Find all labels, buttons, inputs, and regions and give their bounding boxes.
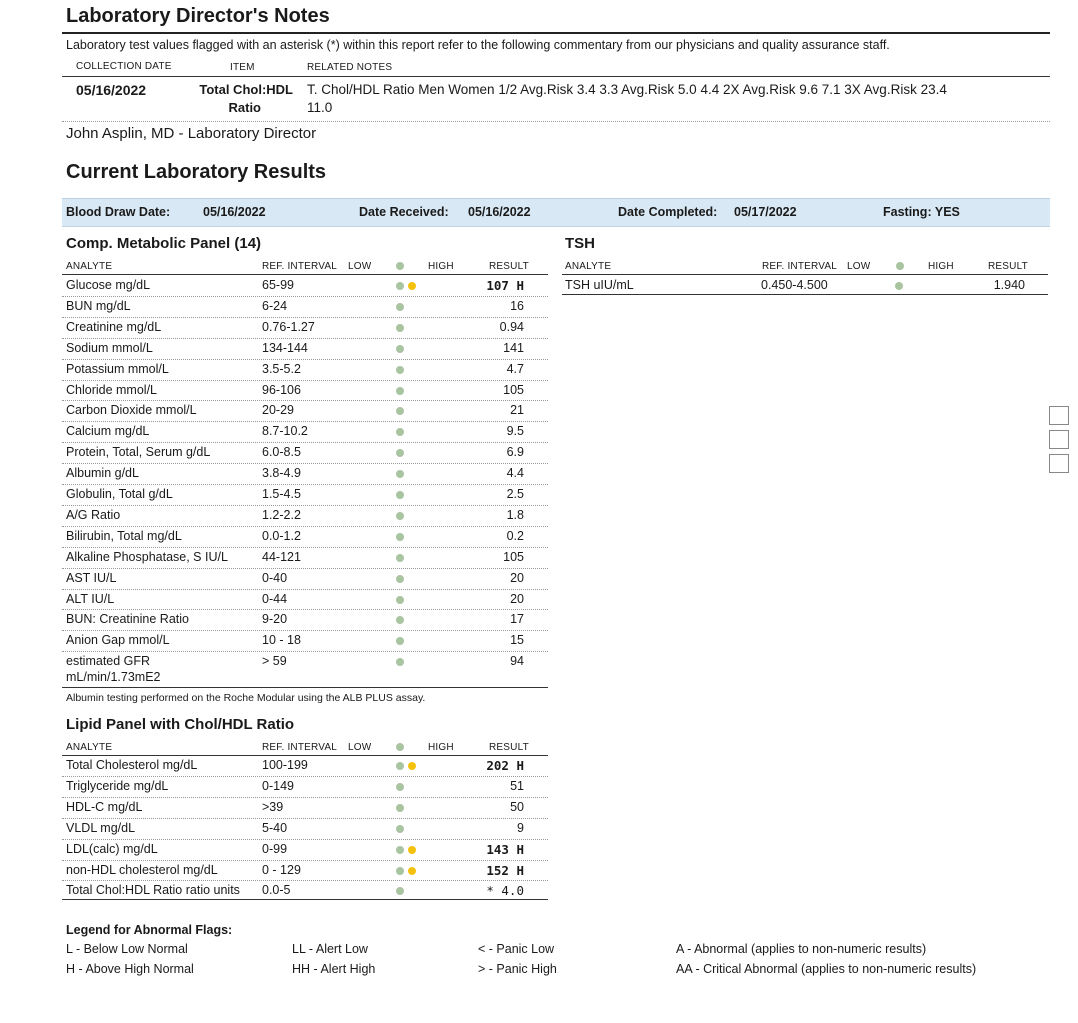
result-value: 16 [510,298,524,313]
col-ref-interval: REF. INTERVAL [262,261,338,272]
analyte-name: Albumin g/dL [66,466,139,481]
reference-interval: 1.5-4.5 [262,487,301,501]
reference-interval: 3.5-5.2 [262,361,301,376]
divider [562,274,1048,275]
col-result: RESULT [489,261,529,272]
normal-dot-icon [396,867,404,875]
col-low: LOW [348,742,372,753]
row-divider [62,589,548,590]
legend-title: Legend for Abnormal Flags: [66,923,233,937]
col-low: LOW [348,261,372,272]
result-value: 20 [510,591,524,606]
reference-interval: 20-29 [262,403,294,418]
analyte-name: BUN: Creatinine Ratio [66,612,189,627]
notes-intro: Laboratory test values flagged with an asterisk (*) within this report refer to the following commentary from our physicians and quality assurance staff. [66,38,890,52]
analyte-name: Globulin, Total g/dL [66,487,173,501]
row-divider [62,776,548,777]
reference-interval: 0.450-4.500 [761,278,828,292]
col-ref-interval: REF. INTERVAL [762,261,838,272]
col-analyte: ANALYTE [565,261,612,272]
reference-interval: 100-199 [262,758,308,772]
fasting-status: Fasting: YES [883,205,960,219]
note-item: Total Chol:HDL [199,82,293,97]
divider [62,32,1050,34]
analyte-name: ALT IU/L [66,591,115,606]
normal-dot-icon [396,554,404,562]
reference-interval: 0-40 [262,570,288,585]
analyte-name: non-HDL cholesterol mg/dL [66,862,218,877]
row-divider [62,484,548,485]
legend-panic-low: < - Panic Low [478,942,555,956]
reference-interval: 5-40 [262,820,288,835]
received-date-value: 05/16/2022 [468,205,531,219]
legend-alert-high: HH - Alert High [292,962,376,976]
row-divider [62,338,548,339]
col-low: LOW [847,261,871,272]
result-value: 20 [510,570,524,585]
reference-interval: > 59 [262,654,287,669]
result-value: 107 H [486,278,524,293]
row-divider [62,797,548,798]
reference-interval: 0 - 129 [262,862,301,877]
normal-dot-icon [396,491,404,499]
divider [62,121,1050,122]
row-divider [62,880,548,881]
analyte-name: Creatinine mg/dL [66,319,162,334]
row-divider [62,568,548,569]
note-item-line2: Ratio [228,100,261,115]
analyte-name: AST IU/L [66,570,117,585]
result-value: 21 [510,403,524,418]
row-divider [62,359,548,360]
result-value: 143 H [486,841,524,857]
row-divider [62,818,548,819]
analyte-name: estimated GFR [66,654,151,669]
col-result: RESULT [489,742,529,753]
divider [62,76,1050,77]
row-divider [62,442,548,443]
col-ref-interval: REF. INTERVAL [262,742,338,753]
normal-dot-icon [396,303,404,311]
checkbox[interactable] [1049,430,1069,449]
normal-dot-icon [396,262,404,270]
result-value: 15 [510,633,524,648]
result-value: 2.5 [506,487,524,501]
row-divider [62,380,548,381]
divider [62,274,548,275]
row-divider [62,317,548,318]
col-high: HIGH [428,261,454,272]
result-value: 202 H [486,758,524,773]
analyte-name: TSH uIU/mL [565,278,634,292]
row-divider [62,421,548,422]
normal-dot-icon [396,345,404,353]
normal-dot-icon [396,387,404,395]
reference-interval: 6-24 [262,298,288,313]
result-value: 152 H [486,862,524,878]
reference-interval: >39 [262,799,284,814]
high-flag-dot-icon [408,282,416,290]
result-value: 0.94 [499,319,524,334]
draw-date-label: Blood Draw Date: [66,205,171,219]
legend-low: L - Below Low Normal [66,942,188,956]
normal-dot-icon [896,262,904,270]
divider [62,687,548,688]
analyte-name: Potassium mmol/L [66,361,169,376]
row-divider [62,651,548,652]
legend-high: H - Above High Normal [66,962,194,976]
analyte-name: Alkaline Phosphatase, S IU/L [66,549,228,564]
row-divider [62,860,548,861]
normal-dot-icon [396,616,404,624]
high-flag-dot-icon [408,762,416,770]
analyte-name: Calcium mg/dL [66,424,150,439]
result-value: 1.8 [506,507,524,522]
completed-date-label: Date Completed: [618,205,718,219]
col-collection-date: COLLECTION DATE [76,61,172,72]
reference-interval: 9-20 [262,612,288,627]
analyte-name: Chloride mmol/L [66,382,158,397]
albumin-footnote: Albumin testing performed on the Roche Modular using the ALB PLUS assay. [66,692,426,704]
analyte-name: Anion Gap mmol/L [66,633,170,648]
analyte-name: A/G Ratio [66,507,121,522]
reference-interval: 44-121 [262,549,301,564]
analyte-name: Bilirubin, Total mg/dL [66,528,182,543]
result-value: 9 [517,820,524,835]
lab-director: John Asplin, MD - Laboratory Director [66,125,317,142]
result-value: 105 [503,549,524,564]
normal-dot-icon [396,428,404,436]
reference-interval: 0-44 [262,591,288,606]
note-date: 05/16/2022 [76,82,147,98]
normal-dot-icon [396,658,404,666]
reference-interval: 0.0-1.2 [262,528,301,543]
normal-dot-icon [396,825,404,833]
row-divider [62,547,548,548]
col-analyte: ANALYTE [66,742,113,753]
divider [562,294,1048,295]
normal-dot-icon [396,637,404,645]
normal-dot-icon [396,846,404,854]
normal-dot-icon [396,324,404,332]
analyte-name: LDL(calc) mg/dL [66,841,158,856]
row-divider [62,839,548,840]
reference-interval: 1.2-2.2 [262,507,301,522]
legend-critical-abnormal: AA - Critical Abnormal (applies to non-numeric results) [676,962,977,976]
normal-dot-icon [396,743,404,751]
analyte-name: Carbon Dioxide mmol/L [66,403,197,418]
high-flag-dot-icon [408,846,416,854]
col-result: RESULT [988,261,1028,272]
col-analyte: ANALYTE [66,261,113,272]
normal-dot-icon [895,282,903,290]
result-value: 50 [510,799,524,814]
analyte-name: Total Chol:HDL Ratio ratio units [66,883,240,898]
result-value: 105 [503,382,524,397]
reference-interval: 8.7-10.2 [262,424,308,439]
analyte-name: Sodium mmol/L [66,340,153,355]
normal-dot-icon [396,449,404,457]
reference-interval: 96-106 [262,382,301,397]
row-divider [62,400,548,401]
results-title: Current Laboratory Results [66,161,327,183]
received-date-label: Date Received: [359,205,449,219]
reference-interval: 0-99 [262,841,288,856]
col-related-notes: RELATED NOTES [307,62,393,73]
normal-dot-icon [396,470,404,478]
row-divider [62,296,548,297]
col-item: ITEM [230,62,255,73]
normal-dot-icon [396,366,404,374]
row-divider [62,609,548,610]
legend-alert-low: LL - Alert Low [292,942,368,956]
checkbox[interactable] [1049,406,1069,425]
col-high: HIGH [428,742,454,753]
divider [62,899,548,900]
normal-dot-icon [396,407,404,415]
note-text-line2: 11.0 [307,100,333,115]
normal-dot-icon [396,575,404,583]
reference-interval: 134-144 [262,340,308,355]
result-value: 9.5 [506,424,524,439]
result-value: 94 [510,654,524,669]
reference-interval: 6.0-8.5 [262,445,301,460]
normal-dot-icon [396,783,404,791]
legend-abnormal: A - Abnormal (applies to non-numeric results) [676,942,927,956]
reference-interval: 10 - 18 [262,633,301,648]
reference-interval: 65-99 [262,278,294,292]
analyte-name: Total Cholesterol mg/dL [66,758,198,772]
high-flag-dot-icon [408,867,416,875]
dates-band [62,198,1050,227]
cmp-title: Comp. Metabolic Panel (14) [66,235,262,252]
reference-interval: 0.76-1.27 [262,319,315,334]
normal-dot-icon [396,512,404,520]
legend-panic-high: > - Panic High [478,962,557,976]
reference-interval: 0.0-5 [262,883,291,898]
row-divider [62,463,548,464]
normal-dot-icon [396,533,404,541]
divider [62,755,548,756]
normal-dot-icon [396,804,404,812]
completed-date-value: 05/17/2022 [734,205,797,219]
checkbox[interactable] [1049,454,1069,473]
result-value: 4.4 [506,466,524,481]
result-value: 1.940 [993,278,1025,292]
result-value: 141 [503,340,524,355]
analyte-name: Glucose mg/dL [66,278,151,292]
reference-interval: 3.8-4.9 [262,466,301,481]
result-value: 0.2 [506,528,524,543]
result-value: 4.7 [506,361,524,376]
normal-dot-icon [396,282,404,290]
analyte-name: Protein, Total, Serum g/dL [66,445,211,460]
analyte-name: BUN mg/dL [66,298,131,313]
analyte-name: VLDL mg/dL [66,820,136,835]
row-divider [62,630,548,631]
notes-title: Laboratory Director's Notes [66,5,330,27]
result-value: 17 [510,612,524,627]
row-divider [62,526,548,527]
draw-date-value: 05/16/2022 [203,205,266,219]
lipid-title: Lipid Panel with Chol/HDL Ratio [66,716,295,733]
note-text: T. Chol/HDL Ratio Men Women 1/2 Avg.Risk 3.4 3.3 Avg.Risk 5.0 4.4 2X Avg.Risk 9.6 7.1 3X Avg.Risk 23.4 [307,82,947,97]
col-high: HIGH [928,261,954,272]
result-value: * 4.0 [486,883,524,899]
result-value: 51 [510,778,524,793]
analyte-name-line2: mL/min/1.73mE2 [66,670,161,685]
normal-dot-icon [396,596,404,604]
normal-dot-icon [396,887,404,895]
normal-dot-icon [396,762,404,770]
analyte-name: HDL-C mg/dL [66,799,143,814]
result-value: 6.9 [506,445,524,460]
tsh-title: TSH [565,235,595,252]
reference-interval: 0-149 [262,778,294,793]
row-divider [62,505,548,506]
analyte-name: Triglyceride mg/dL [66,778,169,793]
